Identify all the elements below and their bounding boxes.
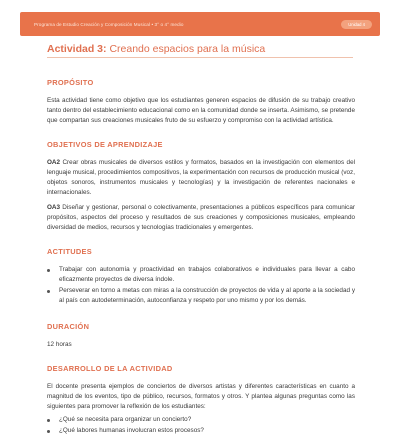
list-item: ¿Qué se necesita para organizar un concierto? <box>47 415 355 425</box>
activity-number: Actividad 3: <box>47 43 107 55</box>
header-bar <box>20 12 380 36</box>
bullet-icon <box>47 269 50 272</box>
bullet-icon <box>47 290 50 293</box>
questions-list <box>47 415 355 436</box>
list-item: Trabajar con autonomía y proactividad en trabajos colaborativos e individuales para llevar a cabo eficazmente proyectos de diversa índole. <box>47 265 355 285</box>
list-item: ¿Qué labores humanas involucran estos procesos? <box>47 426 355 436</box>
document-body <box>47 78 355 437</box>
bullet-icon <box>47 430 50 433</box>
objective-oa3 <box>47 203 355 233</box>
objective-code: OA2 <box>47 159 61 166</box>
objetivos-heading: OBJETIVOS DE APRENDIZAJE <box>47 140 163 149</box>
duracion-heading: DURACIÓN <box>47 322 90 331</box>
objective-oa2 <box>47 158 355 198</box>
objective-code: OA3 <box>47 204 61 211</box>
activity-title <box>47 43 265 55</box>
objective-text: Diseñar y gestionar, personal o colectivamente, presentaciones a públicos específicos para comunicar propósitos, aspectos del proceso y resultados de sus creaciones y composiciones musicales, empleando diversidad de medios, recursos y tecnologías tradicionales y emergentes. <box>47 204 355 231</box>
actitudes-heading: ACTITUDES <box>47 247 92 256</box>
proposito-heading: PROPÓSITO <box>47 78 94 87</box>
desarrollo-heading: DESARROLLO DE LA ACTIVIDAD <box>47 364 173 373</box>
desarrollo-text: El docente presenta ejemplos de conciertos de diversos artistas y diferentes características en cuanto a magnitud de los eventos, tipo de público, recursos, formatos y otros. Y plantea algunas preguntas como las siguientes para promover la reflexión de los estudiantes: <box>47 383 355 410</box>
activity-name: Creando espacios para la música <box>109 43 266 55</box>
title-divider <box>47 57 353 58</box>
unit-badge: Unidad 4 <box>341 20 372 29</box>
bullet-icon <box>47 419 50 422</box>
proposito-text: Esta actividad tiene como objetivo que los estudiantes generen espacios de difusión de su trabajo creativo tanto dentro del establecimiento educacional como en la comunidad donde se inserta. Asimismo, se pretende que compartan sus creaciones musicales fruto de su esfuerzo y compromiso con la actividad artística. <box>47 97 355 124</box>
duracion-text: 12 horas <box>47 341 72 348</box>
objective-text: Crear obras musicales de diversos estilos y formatos, basados en la investigación con elementos del lenguaje musical, procedimientos compositivos, la experimentación con recursos de producción musical (voz, objetos sonoros, instrumentos musicales y tecnologías) y la investigación de referentes nacionales e internacionales. <box>47 159 356 196</box>
list-item: Perseverar en torno a metas con miras a la construcción de proyectos de vida y al aporte a la sociedad y al país con autodeterminación, autoconfianza y respeto por uno mismo y por los demás. <box>47 286 355 306</box>
actitudes-list <box>47 265 355 306</box>
program-title: Programa de Estudio Creación y Composición Musical • 3° o 4° medio <box>34 21 184 27</box>
